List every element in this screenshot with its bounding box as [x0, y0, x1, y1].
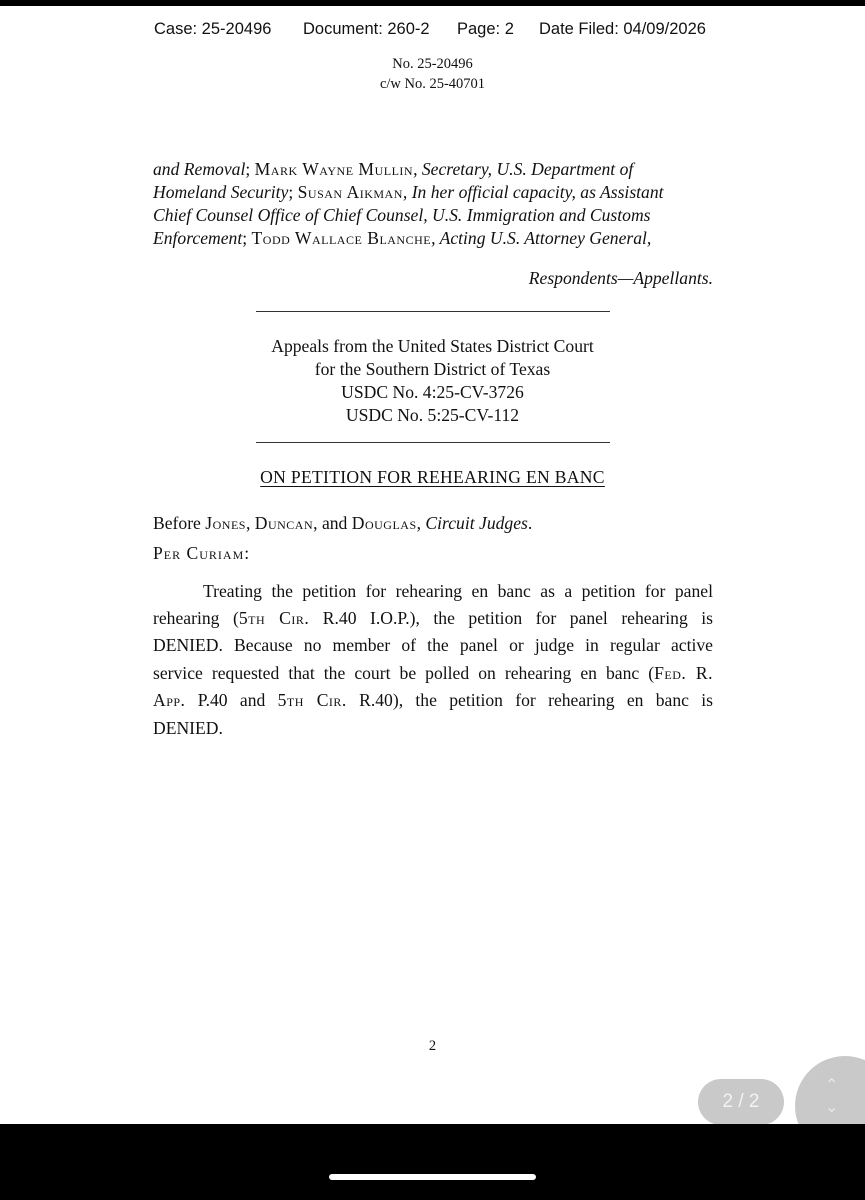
opinion-line: rehearing (5th Cir. R.40 I.O.P.), the petition for panel rehearing is: [153, 608, 713, 628]
page-number: 2: [428, 1038, 437, 1054]
consolidated-docket: c/w No. 25-40701: [379, 76, 486, 92]
page-indicator: 2 / 2: [698, 1079, 784, 1125]
filing-header: [0, 20, 865, 42]
party-line: Chief Counsel Office of Chief Counsel, U.S. Immigration and Customs: [153, 205, 651, 225]
date-filed: Date Filed: 04/09/2026: [539, 20, 706, 38]
opinion-line: Treating the petition for rehearing en banc as a petition for panel: [203, 581, 713, 601]
panel-judges: Before Jones, Duncan, and Douglas, Circuit Judges.: [153, 513, 533, 533]
respondents-list: [153, 158, 723, 250]
opinion-line: DENIED.: [153, 718, 223, 738]
opinion-line: service requested that the court be polled on rehearing en banc (Fed. R.: [153, 663, 713, 683]
chevron-up-icon[interactable]: ⌃: [825, 1077, 839, 1094]
home-indicator[interactable]: [329, 1174, 536, 1180]
usdc-number: USDC No. 5:25-CV-112: [345, 405, 520, 425]
document-number: Document: 260-2: [303, 20, 430, 38]
appeals-block: [0, 335, 865, 427]
appeals-line: Appeals from the United States District Court: [271, 336, 594, 356]
party-line: Enforcement; Todd Wallace Blanche, Acting U.S. Attorney General,: [153, 228, 652, 248]
divider: [256, 442, 610, 443]
party-line: Homeland Security; Susan Aikman, In her official capacity, as Assistant: [153, 182, 664, 202]
party-line: and Removal; Mark Wayne Mullin, Secretary, U.S. Department of: [153, 159, 634, 179]
top-status-bar: [0, 0, 865, 6]
docket-number: No. 25-20496: [392, 56, 473, 72]
opinion-line: App. P.40 and 5th Cir. R.40), the petition for rehearing en banc is: [153, 690, 713, 710]
bottom-bar: [0, 1124, 865, 1200]
case-number: Case: 25-20496: [154, 20, 272, 38]
petition-title: ON PETITION FOR REHEARING EN BANC: [260, 467, 605, 487]
divider: [256, 311, 610, 312]
opinion-line: DENIED. Because no member of the panel or judge in regular active: [153, 635, 713, 655]
page-label: Page: 2: [457, 20, 514, 38]
party-role: Respondents—Appellants.: [528, 268, 713, 288]
per-curiam: Per Curiam:: [153, 543, 251, 563]
usdc-number: USDC No. 4:25-CV-3726: [341, 382, 524, 402]
appeals-line: for the Southern District of Texas: [314, 359, 551, 379]
chevron-down-icon[interactable]: ⌄: [825, 1099, 839, 1116]
